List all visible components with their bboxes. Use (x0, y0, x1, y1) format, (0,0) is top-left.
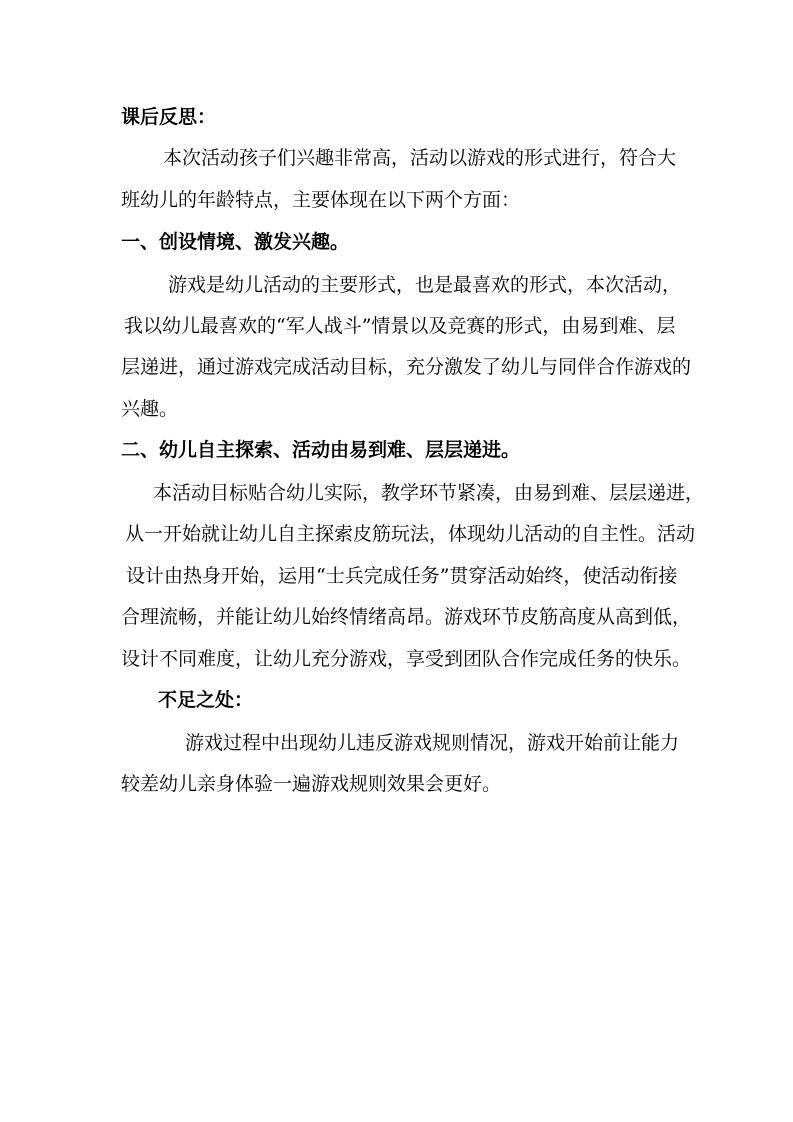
section-2-line-1: 本活动目标贴合幼儿实际，教学环节紧凑，由易到难、层层递进， (153, 482, 705, 504)
section-1-line-1: 游戏是幼儿活动的主要形式，也是最喜欢的形式，本次活动， (168, 274, 682, 296)
shortcomings-line-1: 游戏过程中出现幼儿违反游戏规则情况，游戏开始前让能力 (185, 732, 680, 754)
shortcomings-heading: 不足之处： (158, 689, 254, 711)
section-1-line-2: 我以幼儿最喜欢的“军人战斗”情景以及竞赛的形式，由易到难、层 (124, 315, 676, 337)
shortcomings-line-2: 较差幼儿亲身体验一遍游戏规则效果会更好。 (121, 773, 502, 795)
section-2-line-5: 设计不同难度，让幼儿充分游戏，享受到团队合作完成任务的快乐。 (121, 648, 692, 670)
section-2-heading: 二、幼儿自主探索、活动由易到难、层层递进。 (121, 439, 521, 461)
section-1-heading: 一、创设情境、激发兴趣。 (121, 231, 350, 253)
intro-line-1: 本次活动孩子们兴趣非常高，活动以游戏的形式进行，符合大 (163, 147, 677, 169)
page-title: 课后反思： (121, 106, 217, 128)
section-2-line-4: 合理流畅，并能让幼儿始终情绪高昂。游戏环节皮筋高度从高到低， (121, 606, 692, 628)
section-1-line-3: 层递进，通过游戏完成活动目标，充分激发了幼儿与同伴合作游戏的 (121, 356, 692, 378)
section-1-line-4: 兴趣。 (121, 398, 179, 420)
intro-line-2: 班幼儿的年龄特点，主要体现在以下两个方面： (121, 189, 521, 211)
section-2-line-3: 设计由热身开始，运用“士兵完成任务”贯穿活动始终，使活动衔接 (126, 565, 678, 587)
section-2-line-2: 从一开始就让幼儿自主探索皮筋玩法，体现幼儿活动的自主性。活动 (125, 523, 696, 545)
